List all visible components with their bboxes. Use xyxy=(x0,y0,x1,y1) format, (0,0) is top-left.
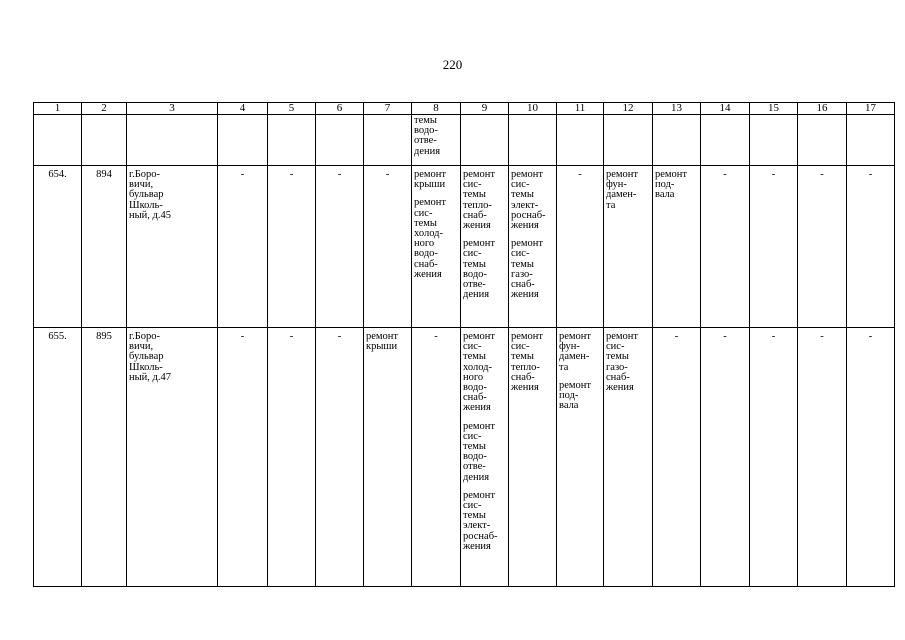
table-cell xyxy=(218,115,268,166)
column-header: 16 xyxy=(798,103,847,115)
table-cell xyxy=(34,115,82,166)
column-header: 14 xyxy=(701,103,750,115)
table-cell xyxy=(461,166,509,328)
repair-entry: ремонт под- вала xyxy=(559,379,592,412)
table-cell: - xyxy=(557,166,604,328)
table-cell: - xyxy=(316,328,364,587)
continuation-row xyxy=(34,115,895,166)
column-header: 2 xyxy=(82,103,127,115)
table-cell xyxy=(557,328,604,587)
column-header: 8 xyxy=(412,103,461,115)
table-cell: - xyxy=(268,328,316,587)
column-header: 13 xyxy=(653,103,701,115)
table-cell xyxy=(653,115,701,166)
column-header: 1 xyxy=(34,103,82,115)
row-number-cell: 655. xyxy=(34,328,82,587)
table-cell xyxy=(509,115,557,166)
column-header: 9 xyxy=(461,103,509,115)
table-cell xyxy=(509,166,557,328)
table-cell: - xyxy=(412,328,461,587)
repair-entry: ремонт сис- темы холод- ного водо- снаб- жения xyxy=(414,197,447,280)
house-id-cell: 895 xyxy=(82,328,127,587)
table-cell xyxy=(557,115,604,166)
column-header: 11 xyxy=(557,103,604,115)
table-cell xyxy=(364,328,412,587)
table-cell xyxy=(701,115,750,166)
column-header: 15 xyxy=(750,103,798,115)
table-cell xyxy=(412,115,461,166)
table-cell: - xyxy=(750,328,798,587)
table-cell: - xyxy=(798,328,847,587)
repair-entry: ремонт сис- темы элект- роснаб- жения xyxy=(511,169,546,232)
table-cell xyxy=(750,115,798,166)
table-cell xyxy=(461,328,509,587)
table-cell: - xyxy=(268,166,316,328)
repair-entry: ремонт сис- темы газо- снаб- жения xyxy=(511,238,544,301)
column-header: 17 xyxy=(847,103,895,115)
table-cell: - xyxy=(218,328,268,587)
table-row xyxy=(34,328,895,587)
table-cell xyxy=(316,115,364,166)
column-header: 7 xyxy=(364,103,412,115)
table-cell xyxy=(127,115,218,166)
repair-entry: темы водо- отве- дения xyxy=(414,115,441,157)
table-cell xyxy=(82,115,127,166)
repair-entry: ремонт сис- темы тепло- снаб- жения xyxy=(511,331,544,394)
repair-schedule-table xyxy=(33,102,895,587)
table-cell xyxy=(268,115,316,166)
address-cell: г.Боро- вичи, бульвар Школь- ный, д.45 xyxy=(127,166,218,328)
table-cell xyxy=(604,166,653,328)
house-id-cell: 894 xyxy=(82,166,127,328)
table-cell: - xyxy=(316,166,364,328)
table-cell xyxy=(653,166,701,328)
table-cell xyxy=(364,115,412,166)
table-cell: - xyxy=(653,328,701,587)
repair-entry: ремонт сис- темы теплo- снаб- жения xyxy=(463,169,496,232)
column-header: 12 xyxy=(604,103,653,115)
column-number-row xyxy=(34,103,895,115)
repair-entry: ремонт сис- темы холод- ного водо- снаб- жения xyxy=(463,331,496,414)
table-cell: - xyxy=(701,328,750,587)
row-number-cell: 654. xyxy=(34,166,82,328)
repair-entry: ремонт сис- темы водо- отве- дения xyxy=(463,420,496,483)
table-cell: - xyxy=(798,166,847,328)
column-header: 6 xyxy=(316,103,364,115)
repair-entry: ремонт сис- темы газо- снаб- жения xyxy=(606,331,639,394)
table-cell xyxy=(461,115,509,166)
table-cell xyxy=(798,115,847,166)
column-header: 10 xyxy=(509,103,557,115)
table-cell: - xyxy=(218,166,268,328)
table-row xyxy=(34,166,895,328)
table-cell: - xyxy=(750,166,798,328)
table-cell: - xyxy=(847,328,895,587)
column-header: 5 xyxy=(268,103,316,115)
repair-entry: ремонт крыши xyxy=(414,169,447,191)
repair-entry: ремонт фун- дамен- та xyxy=(606,169,639,211)
table-cell: - xyxy=(701,166,750,328)
repair-entry: ремонт под- вала xyxy=(655,169,688,201)
table-cell xyxy=(604,115,653,166)
repair-entry: ремонт сис- темы водо- отве- дения xyxy=(463,238,496,301)
table-cell: - xyxy=(364,166,412,328)
table-cell xyxy=(509,328,557,587)
repair-entry: ремонт фун- дамен- та xyxy=(559,331,592,373)
column-header: 4 xyxy=(218,103,268,115)
page-number: 220 xyxy=(442,57,463,72)
table-cell xyxy=(847,115,895,166)
column-header: 3 xyxy=(127,103,218,115)
address-cell: г.Боро- вичи, бульвар Школь- ный, д.47 xyxy=(127,328,218,587)
repair-entry: ремонт сис- темы элект- роснаб- жения xyxy=(463,489,498,552)
table-cell xyxy=(412,166,461,328)
repair-entry: ремонт крыши xyxy=(366,331,399,353)
table-cell xyxy=(604,328,653,587)
table-cell: - xyxy=(847,166,895,328)
